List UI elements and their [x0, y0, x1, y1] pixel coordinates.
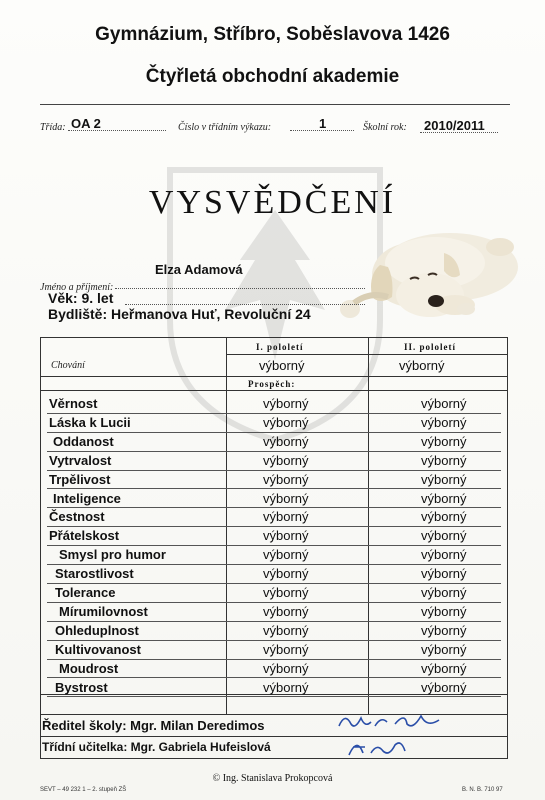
grades-table: [40, 337, 508, 715]
table-row: [41, 642, 507, 661]
table-row: [41, 415, 507, 434]
table-row: [41, 434, 507, 453]
class-value: OA 2: [71, 116, 101, 131]
table-row: [41, 472, 507, 491]
conduct-grade-sem1: výborný: [259, 358, 305, 373]
grade-sem2: výborný: [421, 585, 467, 600]
grade-sem2: výborný: [421, 452, 467, 468]
grade-sem1: výborný: [263, 679, 309, 695]
grade-sem1: výborný: [263, 396, 309, 411]
program-name: Čtyřletá obchodní akademie: [145, 66, 400, 87]
footer-bottom-line: [40, 758, 508, 759]
subject-name: Věrnost: [49, 396, 98, 411]
table-row: [41, 585, 507, 604]
grade-sem2: výborný: [421, 490, 467, 506]
row-underline: [47, 507, 501, 508]
year-value: 2010/2011: [424, 118, 485, 133]
table-row: [41, 566, 507, 585]
grade-sem1: výborný: [263, 622, 309, 638]
age-dotted-line: [125, 304, 365, 305]
row-underline: [47, 621, 501, 622]
subject-name: Kultivovanost: [55, 641, 141, 657]
grade-sem1: výborný: [263, 660, 309, 676]
row-underline: [47, 451, 501, 452]
grade-sem2: výborný: [421, 471, 467, 487]
grade-sem2: výborný: [421, 566, 467, 582]
table-row: [41, 491, 507, 510]
grade-sem2: výborný: [421, 679, 467, 695]
subject-name: Bystrost: [55, 679, 108, 695]
register-dotted-line: [290, 130, 354, 131]
name-dotted-line: [115, 288, 365, 289]
class-dotted-line: [68, 130, 166, 131]
footer-divider: [40, 736, 508, 737]
row-underline: [47, 696, 501, 697]
register-label: Číslo v třídním výkazu:: [178, 122, 272, 133]
table-row: [41, 396, 507, 415]
row-underline: [47, 470, 501, 471]
grade-sem2: výborný: [421, 641, 467, 657]
subject-name: Čestnost: [49, 509, 105, 525]
grade-sem1: výborný: [263, 509, 309, 525]
row-underline: [47, 564, 501, 565]
row-underline: [47, 545, 501, 546]
grade-sem2: výborný: [421, 622, 467, 638]
subject-name: Starostlivost: [55, 566, 134, 582]
table-row: [41, 528, 507, 547]
subject-name: Ohleduplnost: [55, 622, 139, 638]
name-label: Jméno a příjmení:: [40, 282, 114, 293]
grade-sem1: výborný: [263, 585, 309, 600]
subject-name: Přátelskost: [49, 528, 120, 544]
director-line: Ředitel školy: Mgr. Milan Deredimos: [42, 718, 265, 733]
grade-sem2: výborný: [421, 660, 467, 676]
subject-name: Mírumilovnost: [59, 603, 148, 619]
grade-sem1: výborný: [263, 547, 309, 563]
grade-sem2: výborný: [421, 547, 467, 563]
grade-sem2: výborný: [421, 509, 467, 525]
conduct-label: Chování: [51, 360, 85, 371]
subject-name: Tolerance: [55, 585, 116, 600]
table-row: [41, 661, 507, 680]
year-label: Školní rok:: [363, 122, 407, 133]
form-code-left: SEVT – 49 232 1 – 2. stupeň ZŠ: [40, 787, 127, 793]
student-name: Elza Adamová: [155, 262, 243, 277]
semester-1-header: I. pololetí: [256, 342, 304, 352]
grade-sem1: výborný: [263, 471, 309, 487]
subject-name: Smysl pro humor: [59, 547, 166, 563]
grade-sem1: výborný: [263, 490, 309, 506]
register-value: 1: [319, 116, 327, 131]
row-underline: [47, 526, 501, 527]
form-code-right: B. N. B. 710 97: [462, 787, 503, 793]
header-divider: [40, 104, 510, 105]
subject-name: Vytrvalost: [49, 452, 112, 468]
row-underline: [47, 659, 501, 660]
row-underline: [47, 640, 501, 641]
grade-sem2: výborný: [421, 528, 467, 544]
student-age: Věk: 9. let: [48, 290, 114, 306]
row-underline: [47, 432, 501, 433]
table-row: [41, 623, 507, 642]
grade-sem1: výborný: [263, 566, 309, 582]
row-underline: [47, 488, 501, 489]
grade-sem2: výborný: [421, 414, 467, 430]
row-underline: [47, 583, 501, 584]
grade-sem2: výborný: [421, 433, 467, 449]
grade-sem1: výborný: [263, 603, 309, 619]
class-label: Třída:: [40, 122, 66, 133]
grade-sem2: výborný: [421, 396, 467, 411]
subject-name: Moudrost: [59, 660, 119, 676]
progress-label: Prospěch:: [248, 379, 296, 389]
copyright-note: © Ing. Stanislava Prokopcová: [212, 773, 333, 784]
grade-sem1: výborný: [263, 414, 309, 430]
subject-name: Trpělivost: [49, 471, 111, 487]
year-dotted-line: [420, 132, 498, 133]
table-row: [41, 680, 507, 699]
grade-sem1: výborný: [263, 433, 309, 449]
grade-sem2: výborný: [421, 603, 467, 619]
teacher-signature: [345, 735, 425, 759]
dog-picture: [340, 205, 520, 330]
row-underline: [47, 413, 501, 414]
grade-sem1: výborný: [263, 452, 309, 468]
table-row: [41, 604, 507, 623]
school-name: Gymnázium, Stříbro, Soběslavova 1426: [95, 24, 450, 45]
conduct-grade-sem2: výborný: [399, 358, 445, 373]
row-underline: [47, 602, 501, 603]
certificate-title: VYSVĚDČENÍ: [148, 184, 397, 221]
teacher-line: Třídní učitelka: Mgr. Gabriela Hufeislová: [42, 740, 271, 754]
grade-sem1: výborný: [263, 528, 309, 544]
director-signature: [335, 710, 445, 734]
table-row: [41, 509, 507, 528]
semester-2-header: II. pololetí: [404, 342, 457, 352]
student-address: Bydliště: Heřmanova Huť, Revoluční 24: [48, 306, 311, 322]
table-row: [41, 453, 507, 472]
subject-name: Láska k Lucii: [49, 414, 131, 430]
subject-name: Inteligence: [53, 490, 121, 506]
table-row: [41, 547, 507, 566]
grade-sem1: výborný: [263, 641, 309, 657]
row-underline: [47, 677, 501, 678]
subject-name: Oddanost: [53, 433, 114, 449]
